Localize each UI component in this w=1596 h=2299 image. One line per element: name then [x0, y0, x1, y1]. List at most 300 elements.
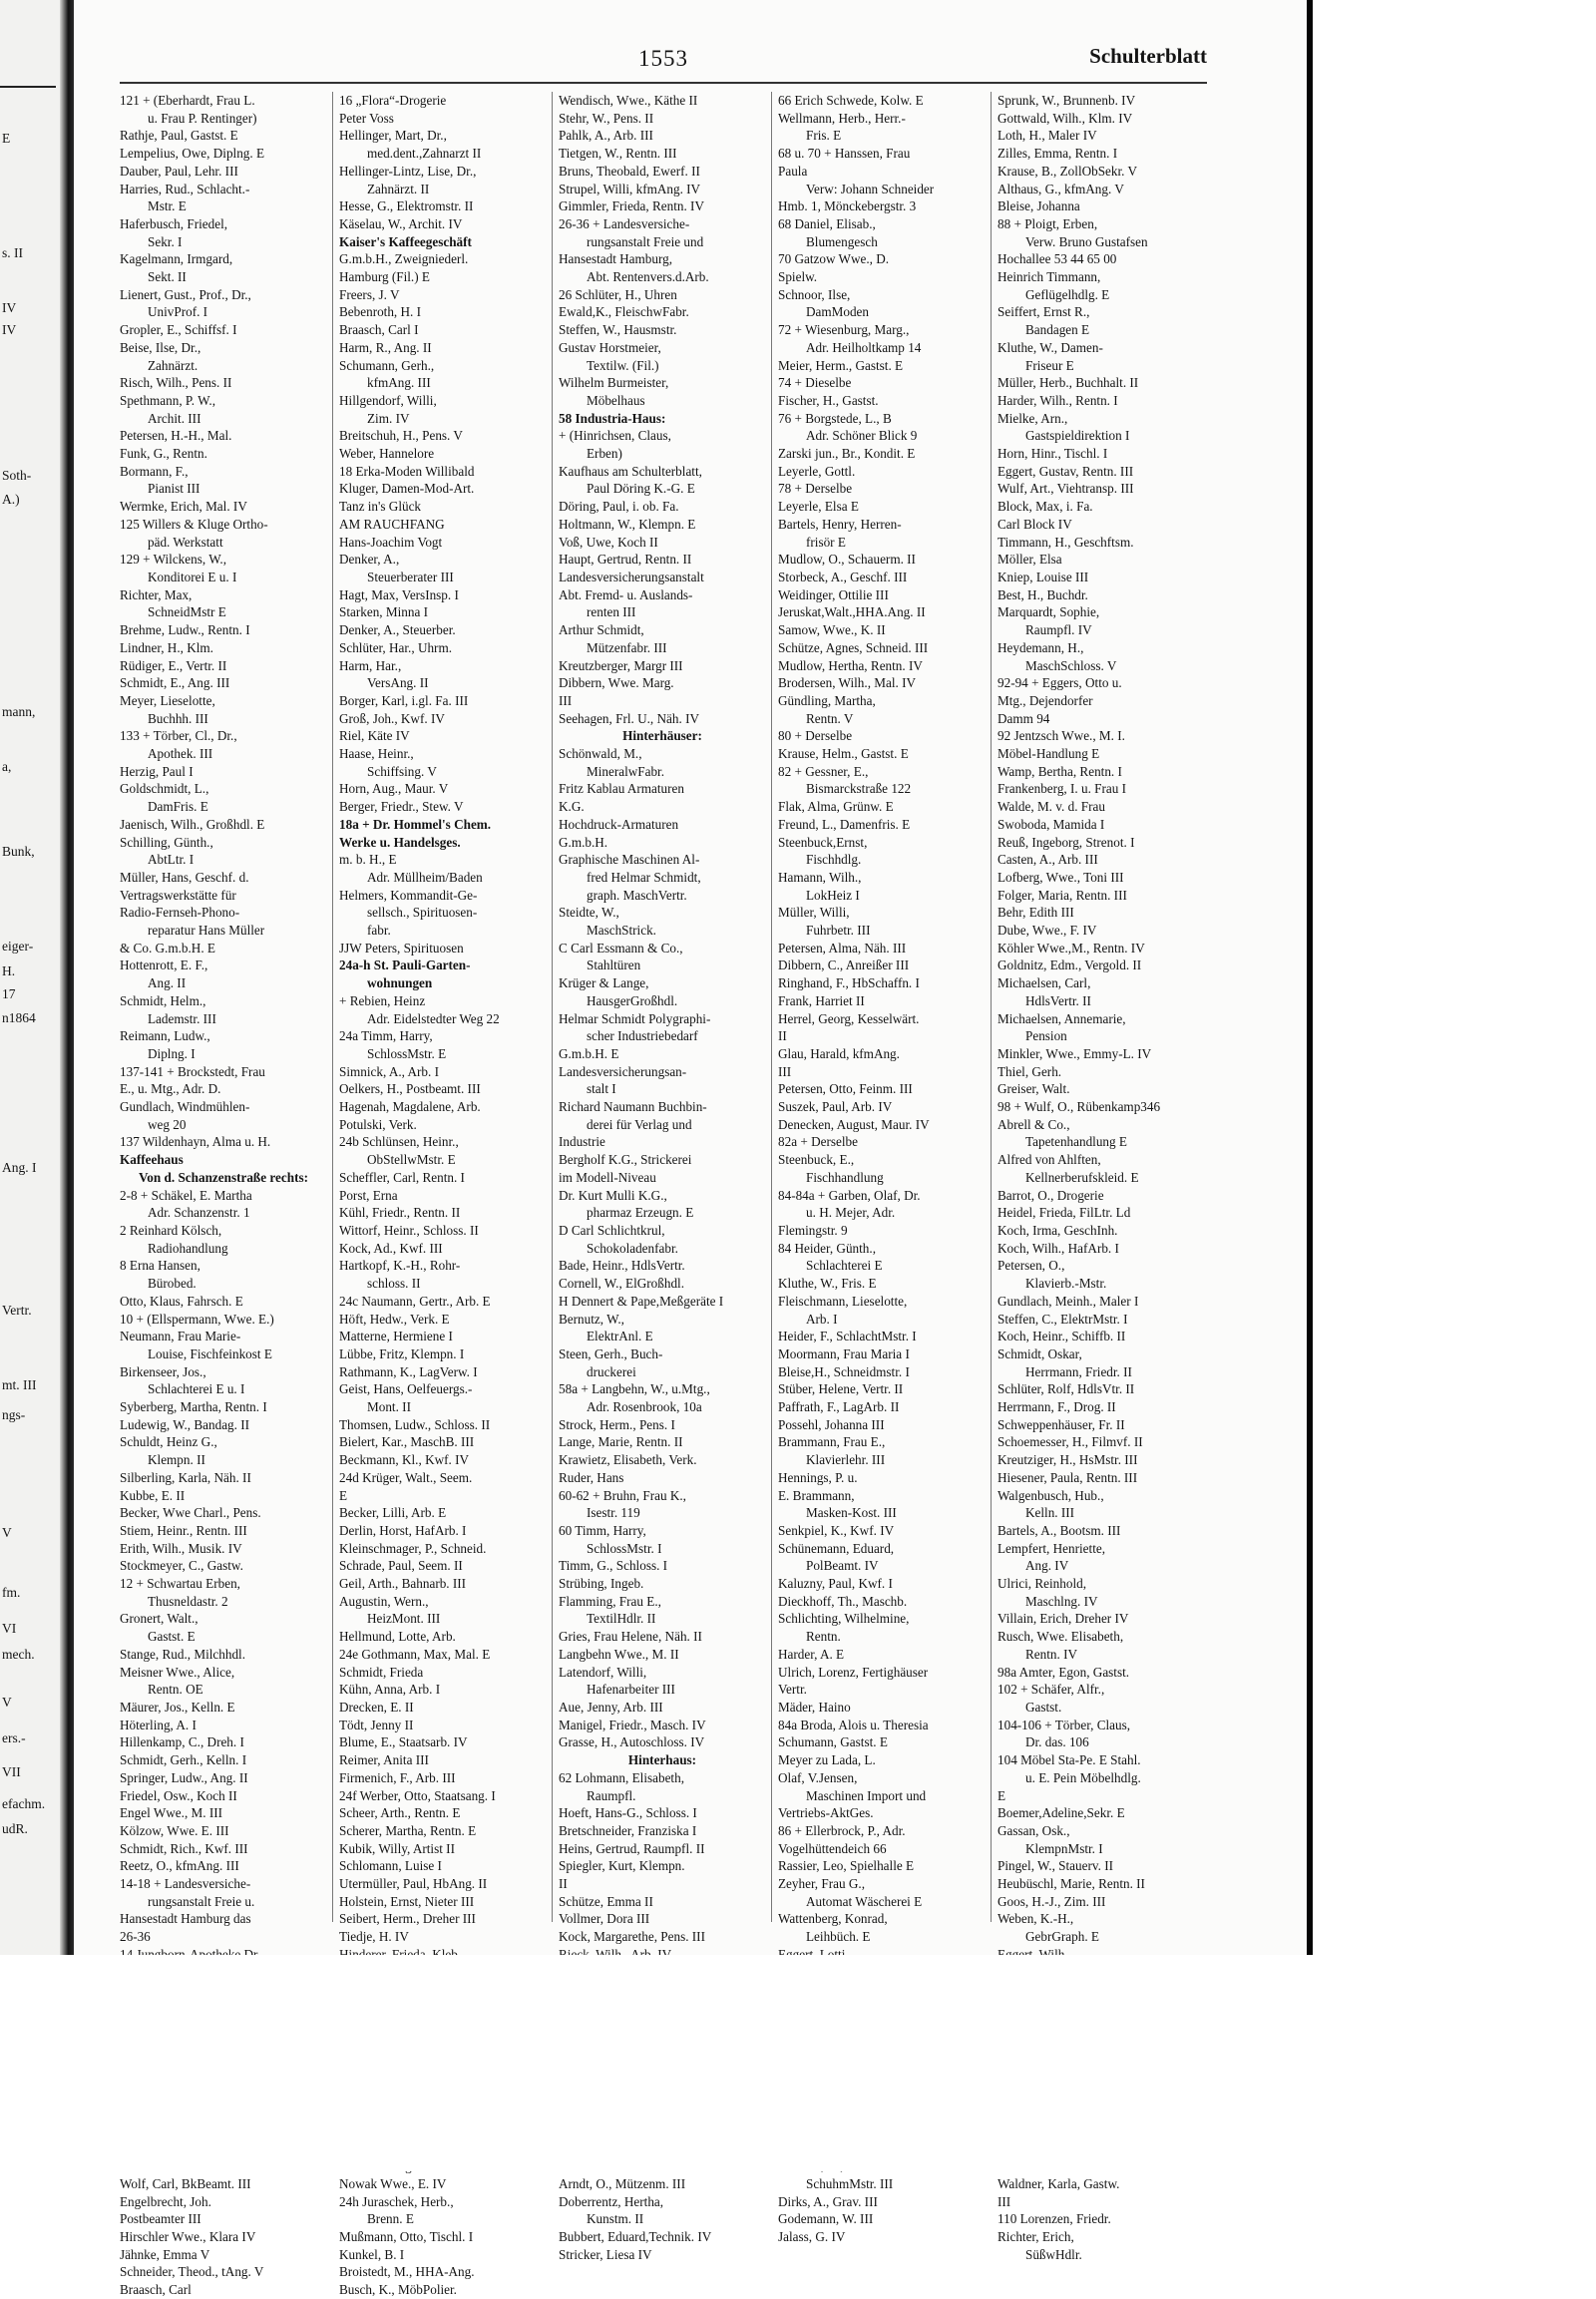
directory-entry-line: Kluthe, W., Fris. E: [778, 1276, 877, 1292]
directory-entry-line: Adr. Eidelstedter Weg 22: [367, 1010, 500, 1026]
directory-entry-line: Louise, Fischfeinkost E: [148, 1345, 272, 1361]
directory-entry-line: Heinrich Timmann,: [998, 269, 1101, 285]
directory-entry-line: & Co. G.m.b.H. E: [120, 940, 215, 956]
directory-entry-line: 98 + Wulf, O., Rübenkamp346: [998, 1099, 1161, 1115]
facing-page-fragment: 17: [2, 986, 16, 1001]
directory-entry-line: Abrell & Co.,: [998, 1116, 1070, 1132]
directory-entry-line: Helmers, Kommandit-Ge-: [339, 887, 478, 903]
directory-entry-line: Scheer, Arth., Rentn. E: [339, 1805, 461, 1821]
directory-entry-line: Greiser, Walt.: [998, 1081, 1070, 1097]
directory-entry-line: im Modell-Niveau: [559, 1169, 656, 1185]
directory-column-3: [559, 92, 766, 2263]
directory-entry-line: 104 Möbel Sta-Pe. E Stahl.: [998, 1752, 1141, 1768]
directory-entry-line: Porst, Erna: [339, 1187, 398, 1203]
directory-entry-line: Landesversicherungsanstalt: [559, 569, 704, 584]
directory-entry-line: Kelln. III: [1025, 1505, 1075, 1521]
directory-entry-line: Wilhelm Burmeister,: [559, 375, 669, 391]
directory-entry-line: Verw. Bruno Gustafsen: [1025, 233, 1148, 249]
directory-entry-line: Spethmann, P. W.,: [120, 392, 215, 408]
directory-entry-line: 137 Wildenhayn, Alma u. H.: [120, 1134, 271, 1150]
facing-page-fragment: V: [2, 1525, 12, 1540]
directory-entry-line: Aue, Jenny, Arb. III: [559, 1699, 663, 1715]
directory-entry-line: Goos, H.-J., Zim. III: [998, 1893, 1106, 1909]
directory-entry-line: Kluger, Damen-Mod-Art.: [339, 481, 475, 497]
facing-page-fragment: H.: [2, 963, 16, 978]
directory-column-4: [778, 92, 986, 2246]
directory-entry-line: derei für Verlag und: [587, 1116, 692, 1132]
page-number: 1553: [638, 46, 688, 71]
directory-entry-line: 84a Broda, Alois u. Theresia: [778, 1717, 929, 1732]
directory-entry-line: Jaenisch, Wilh., Großhdl. E: [120, 816, 265, 832]
directory-entry-line: Arb. I: [806, 1311, 838, 1327]
directory-entry-line: Hans-Joachim Vogt: [339, 534, 443, 550]
directory-entry-line: HeizMont. III: [367, 1611, 441, 1627]
directory-entry-line: Gastst. E: [148, 1629, 196, 1645]
directory-entry-line: Gündling, Martha,: [778, 692, 876, 708]
directory-entry-line: Gassan, Osk.,: [998, 1822, 1070, 1838]
directory-entry-line: Broistedt, M., HHA-Ang.: [339, 2264, 475, 2280]
directory-entry-line: Müller, Herb., Buchhalt. II: [998, 375, 1139, 391]
directory-entry-line: 24e Gothmann, Max, Mal. E: [339, 1646, 491, 1662]
directory-entry-line: stalt I: [587, 1081, 616, 1097]
directory-entry-line: Radio-Fernseh-Phono-: [120, 905, 240, 921]
directory-entry-line: Rentn.: [806, 1629, 841, 1645]
directory-entry-line: u. E. Pein Möbelhdlg.: [1025, 1769, 1141, 1785]
directory-entry-line: 70 Gatzow Wwe., D.: [778, 251, 890, 267]
directory-entry-line: Frankenberg, I. u. Frau I: [998, 781, 1127, 797]
directory-entry-line: Flamming, Frau E.,: [559, 1593, 661, 1609]
directory-entry-line: Brodersen, Wilh., Mal. IV: [778, 675, 917, 691]
directory-entry-line: Beckmann, Kl., Kwf. IV: [339, 1452, 470, 1468]
directory-entry-line: Kunstm. II: [587, 2211, 644, 2227]
directory-entry-line: Herrmann, F., Drog. II: [998, 1399, 1116, 1415]
directory-entry-line: Gustav Horstmeier,: [559, 339, 661, 355]
directory-entry-line: Bürobed.: [148, 1276, 197, 1292]
directory-entry-line: Möller, Elsa: [998, 552, 1062, 568]
directory-entry-line: Fischhdlg.: [806, 852, 862, 868]
page-header: [120, 40, 1207, 76]
directory-entry-line: Voß, Uwe, Koch II: [559, 534, 658, 550]
directory-entry-line: Richter, Erich,: [998, 2229, 1074, 2245]
directory-entry-line: Denecken, August, Maur. IV: [778, 1116, 930, 1132]
directory-entry-line: Denker, A.,: [339, 552, 400, 568]
directory-entry-line: Schmidt, Gerh., Kelln. I: [120, 1752, 247, 1768]
directory-entry-line: Hillgendorf, Willi,: [339, 392, 437, 408]
running-head-street: Schulterblatt: [1089, 44, 1207, 68]
directory-entry-line: Timmann, H., Geschftsm.: [998, 534, 1134, 550]
directory-entry-line: Koch, Irma, GeschInh.: [998, 1223, 1118, 1238]
column-divider: [771, 92, 772, 1922]
directory-entry-line: Bergholf K.G., Strickerei: [559, 1152, 692, 1168]
directory-entry-line: Bretschneider, Franziska I: [559, 1822, 697, 1838]
directory-entry-line: 88 + Ploigt, Erben,: [998, 215, 1098, 231]
directory-entry-line: Hellinger-Lintz, Lise, Dr.,: [339, 163, 477, 179]
directory-entry-line: Rusch, Wwe. Elisabeth,: [998, 1629, 1124, 1645]
directory-entry-line: 98a Amter, Egon, Gastst.: [998, 1664, 1130, 1680]
directory-entry-line: 121 + (Eberhardt, Frau L.: [120, 93, 255, 108]
directory-entry-line: Funk, G., Rentn.: [120, 446, 207, 462]
directory-entry-line: Koch, Heinr., Schiffb. II: [998, 1329, 1126, 1344]
directory-entry-line: Wermke, Erich, Mal. IV: [120, 499, 247, 515]
facing-page-fragment: ers.-: [2, 1730, 26, 1745]
directory-entry-line: Kock, Ad., Kwf. III: [339, 1240, 443, 1256]
directory-entry-line: Lempfert, Henriette,: [998, 1540, 1106, 1556]
directory-entry-line: Frank, Harriet II: [778, 992, 865, 1008]
directory-entry-line: Schlichting, Wilhelmine,: [778, 1611, 910, 1627]
directory-entry-line: Werke u. Handelsges.: [339, 834, 461, 850]
directory-entry-line: Hennings, P. u.: [778, 1469, 858, 1485]
directory-entry-line: K.G.: [559, 799, 585, 815]
directory-entry-line: Jeruskat,Walt.,HHA.Ang. II: [778, 604, 926, 620]
directory-entry-line: Thusneldastr. 2: [148, 1593, 228, 1609]
directory-entry-line: Herzig, Paul I: [120, 763, 194, 779]
directory-entry-line: Braasch, Carl I: [339, 322, 419, 338]
directory-entry-line: Abt. Fremd- u. Auslands-: [559, 586, 693, 602]
directory-entry-line: Kölzow, Wwe. E. III: [120, 1822, 229, 1838]
directory-entry-line: graph. MaschVertr.: [587, 887, 687, 903]
directory-entry-line: Utermüller, Paul, HbAng. II: [339, 1876, 488, 1892]
directory-entry-line: Ulrici, Reinhold,: [998, 1576, 1087, 1592]
directory-entry-line: Steenbuck, E.,: [778, 1152, 855, 1168]
directory-entry-line: Klempn. II: [148, 1452, 205, 1468]
facing-page-fragment: A.): [2, 492, 20, 507]
directory-entry-line: Maschinen Import und: [806, 1787, 927, 1803]
directory-entry-line: Zahnärzt.: [148, 357, 199, 373]
directory-entry-line: Vollmer, Dora III: [559, 1911, 650, 1927]
directory-entry-line: Rentn. V: [806, 710, 854, 726]
directory-entry-line: Konditorei E u. I: [148, 569, 237, 584]
directory-entry-line: Wellmann, Herb., Herr.-: [778, 110, 906, 126]
directory-entry-line: Ang. IV: [1025, 1558, 1069, 1574]
facing-page-fragment: IV: [2, 300, 17, 315]
directory-entry-line: kfmAng. III: [367, 375, 431, 391]
directory-entry-line: Otto, Klaus, Fahrsch. E: [120, 1293, 243, 1309]
directory-entry-line: Blumengesch: [806, 233, 878, 249]
directory-entry-line: Kaffeehaus: [120, 1152, 184, 1168]
directory-entry-line: Schmidt, E., Ang. III: [120, 675, 230, 691]
directory-entry-line: Dr. Kurt Mulli K.G.,: [559, 1187, 667, 1203]
directory-entry-line: Block, Max, i. Fa.: [998, 499, 1093, 515]
directory-entry-line: 2-8 + Schäkel, E. Martha: [120, 1187, 252, 1203]
directory-entry-line: Mudlow, O., Schauerm. II: [778, 552, 916, 568]
directory-entry-line: Rentn. IV: [1025, 1646, 1078, 1662]
directory-entry-line: rungsanstalt Freie u.: [148, 1893, 255, 1909]
directory-entry-line: Fischer, H., Gastst.: [778, 392, 879, 408]
directory-entry-line: 8 Erna Hansen,: [120, 1258, 200, 1274]
directory-entry-line: LokHeiz I: [806, 887, 860, 903]
directory-entry-line: Becker, Wwe Charl., Pens.: [120, 1505, 261, 1521]
directory-entry-line: Stange, Rud., Milchhdl.: [120, 1646, 246, 1662]
directory-entry-line: Wittorf, Heinr., Schloss. II: [339, 1223, 479, 1238]
directory-entry-line: 62 Lohmann, Elisabeth,: [559, 1769, 684, 1785]
directory-entry-line: Derlin, Horst, HafArb. I: [339, 1522, 467, 1538]
directory-entry-line: Brehme, Ludw., Rentn. I: [120, 622, 250, 638]
directory-entry-line: Schönwald, M.,: [559, 746, 642, 762]
directory-entry-line: Herrel, Georg, Kesselwärt.: [778, 1010, 920, 1026]
directory-entry-line: Schilling, Günth.,: [120, 834, 213, 850]
directory-entry-line: Raumpfl.: [587, 1787, 636, 1803]
directory-entry-line: Kaluzny, Paul, Kwf. I: [778, 1576, 893, 1592]
directory-entry-line: 104-106 + Törber, Claus,: [998, 1717, 1131, 1732]
directory-entry-line: Steidte, W.,: [559, 905, 619, 921]
facing-page-rule: [0, 86, 56, 88]
directory-entry-line: Bismarckstraße 122: [806, 781, 912, 797]
directory-entry-line: Hamburg (Fil.) E: [339, 269, 430, 285]
directory-entry-line: Heins, Gertrud, Raumpfl. II: [559, 1840, 705, 1856]
directory-entry-line: 92 Jentzsch Wwe., M. I.: [998, 728, 1125, 744]
directory-entry-line: 2 Reinhard Kölsch,: [120, 1223, 222, 1238]
directory-entry-line: Schumann, Gastst. E: [778, 1734, 888, 1750]
directory-entry-line: Meier, Herm., Gastst. E: [778, 357, 904, 373]
directory-entry-line: Possehl, Johanna III: [778, 1416, 885, 1432]
directory-entry-line: Kreutziger, H., HsMstr. III: [998, 1452, 1138, 1468]
directory-entry-line: Kaiser's Kaffeegeschäft: [339, 233, 472, 249]
directory-entry-line: 84-84a + Garben, Olaf, Dr.: [778, 1187, 921, 1203]
directory-entry-line: Fischhandlung: [806, 1169, 884, 1185]
directory-entry-line: Textilw. (Fil.): [587, 357, 659, 373]
directory-entry-line: III: [998, 2193, 1011, 2209]
directory-entry-line: Beise, Ilse, Dr.,: [120, 339, 201, 355]
directory-entry-line: 26 Schlüter, H., Uhren: [559, 286, 677, 302]
directory-entry-line: D Carl Schlichtkrul,: [559, 1223, 665, 1238]
directory-entry-line: Zeyher, Frau G.,: [778, 1876, 865, 1892]
directory-entry-line: 66 Erich Schwede, Kolw. E: [778, 93, 924, 108]
directory-entry-line: Lindner, H., Klm.: [120, 639, 213, 655]
directory-entry-line: Seiffert, Ernst R.,: [998, 304, 1090, 320]
directory-entry-line: Harm, R., Ang. II: [339, 339, 432, 355]
directory-entry-line: päd. Werkstatt: [148, 534, 223, 550]
directory-entry-line: Krüger & Lange,: [559, 975, 649, 991]
directory-entry-line: sellsch., Spirituosen-: [367, 905, 478, 921]
directory-entry-line: Käselau, W., Archit. IV: [339, 215, 463, 231]
directory-entry-line: Strupel, Willi, kfmAng. IV: [559, 181, 701, 196]
directory-entry-line: scher Industriebedarf: [587, 1028, 698, 1044]
directory-entry-line: Raumpfl. IV: [1025, 622, 1092, 638]
directory-entry-line: E., u. Mtg., Adr. D.: [120, 1081, 221, 1097]
directory-entry-line: Mäurer, Jos., Kelln. E: [120, 1699, 235, 1715]
directory-entry-line: Gropler, E., Schiffsf. I: [120, 322, 237, 338]
directory-entry-line: Gronert, Walt.,: [120, 1611, 199, 1627]
directory-entry-line: Mtg., Dejendorfer: [998, 692, 1093, 708]
directory-entry-line: Mstr. E: [148, 198, 187, 214]
directory-entry-line: Gundlach, Windmühlen-: [120, 1099, 250, 1115]
directory-entry-line: Samow, Wwe., K. II: [778, 622, 886, 638]
directory-entry-line: E. Brammann,: [778, 1487, 855, 1503]
facing-page-fragment: mt. III: [2, 1377, 37, 1392]
directory-entry-line: Archit. III: [148, 410, 201, 426]
directory-entry-line: Harries, Rud., Schlacht.-: [120, 181, 250, 196]
directory-entry-line: Erben): [587, 446, 622, 462]
directory-entry-line: Hesse, G., Elektromstr. II: [339, 198, 474, 214]
directory-entry-line: Köhler Wwe.,M., Rentn. IV: [998, 940, 1145, 956]
directory-entry-line: Kock, Margarethe, Pens. III: [559, 1929, 705, 1945]
directory-entry-line: Friedel, Osw., Koch II: [120, 1787, 237, 1803]
blank-margin-bottom: [0, 1955, 1313, 2171]
directory-entry-line: Verw: Johann Schneider: [806, 181, 935, 196]
directory-entry-line: Heider, F., SchlachtMstr. I: [778, 1329, 917, 1344]
directory-entry-line: Mudlow, Hertha, Rentn. IV: [778, 657, 923, 673]
directory-entry-line: 68 u. 70 + Hanssen, Frau: [778, 146, 911, 162]
directory-entry-line: Hagenah, Magdalene, Arb.: [339, 1099, 481, 1115]
directory-entry-line: Berger, Friedr., Stew. V: [339, 799, 464, 815]
directory-entry-line: 16 „Flora“-Drogerie: [339, 93, 447, 108]
directory-entry-line: Strock, Herm., Pens. I: [559, 1416, 675, 1432]
directory-entry-line: 24f Werber, Otto, Staatsang. I: [339, 1787, 496, 1803]
directory-entry-line: Haase, Heinr.,: [339, 746, 414, 762]
directory-entry-line: SchneidMstr E: [148, 604, 226, 620]
directory-entry-line: Freund, L., Damenfris. E: [778, 816, 911, 832]
directory-entry-line: Heydemann, H.,: [998, 639, 1084, 655]
directory-entry-line: Schütze, Emma II: [559, 1893, 653, 1909]
directory-entry-line: 80 + Derselbe: [778, 728, 853, 744]
directory-entry-line: Rathmann, K., LagVerw. I: [339, 1363, 478, 1379]
directory-entry-line: Steuerberater III: [367, 569, 454, 584]
facing-page-fragment: n1864: [2, 1010, 36, 1025]
directory-entry-line: Bandagen E: [1025, 322, 1090, 338]
directory-entry-line: Hoeft, Hans-G., Schloss. I: [559, 1805, 697, 1821]
directory-entry-line: Ruder, Hans: [559, 1469, 624, 1485]
directory-entry-line: H Dennert & Pape,Meßgeräte I: [559, 1293, 724, 1309]
directory-entry-line: Doberrentz, Hertha,: [559, 2193, 664, 2209]
directory-entry-line: Bartels, A., Bootsm. III: [998, 1522, 1121, 1538]
directory-entry-line: Dube, Wwe., F. IV: [998, 923, 1097, 939]
directory-entry-line: Manigel, Friedr., Masch. IV: [559, 1717, 706, 1732]
directory-entry-line: Schoemesser, H., Filmvf. II: [998, 1434, 1143, 1450]
directory-entry-line: Tanz in's Glück: [339, 499, 422, 515]
directory-entry-line: Matterne, Hermiene I: [339, 1329, 453, 1344]
directory-entry-line: Rüdiger, E., Vertr. II: [120, 657, 227, 673]
directory-entry-line: 60 Timm, Harry,: [559, 1522, 646, 1538]
directory-entry-line: Geflügelhdlg. E: [1025, 286, 1110, 302]
directory-entry-line: Petersen, Otto, Feinm. III: [778, 1081, 913, 1097]
directory-entry-line: Langbehn Wwe., M. II: [559, 1646, 679, 1662]
facing-page-fragment: VI: [2, 1621, 17, 1636]
directory-entry-line: med.dent.,Zahnarzt II: [367, 146, 482, 162]
directory-entry-line: Steen, Gerh., Buch-: [559, 1345, 663, 1361]
directory-entry-line: Zahnärzt. II: [367, 181, 430, 196]
directory-entry-line: 24a Timm, Harry,: [339, 1028, 433, 1044]
directory-entry-line: G.m.b.H. E: [559, 1045, 619, 1061]
facing-page-fragment: VII: [2, 1764, 21, 1779]
directory-entry-line: ElektrAnl. E: [587, 1329, 653, 1344]
directory-entry-line: Kaufhaus am Schulterblatt,: [559, 463, 702, 479]
directory-entry-line: Heubüschl, Marie, Rentn. II: [998, 1876, 1145, 1892]
directory-entry-line: Gimmler, Frieda, Rentn. IV: [559, 198, 704, 214]
directory-entry-line: TextilHdlr. II: [587, 1611, 656, 1627]
directory-entry-line: Harm, Har.,: [339, 657, 402, 673]
directory-entry-line: fred Helmar Schmidt,: [587, 869, 701, 885]
directory-entry-line: Petersen, Alma, Näh. III: [778, 940, 907, 956]
directory-entry-line: Gastst.: [1025, 1699, 1062, 1715]
directory-entry-line: Grasse, H., Autoschloss. IV: [559, 1734, 705, 1750]
directory-entry-line: Busch, K., MöbPolier.: [339, 2282, 457, 2298]
directory-entry-line: Riel, Käte IV: [339, 728, 410, 744]
facing-page-fragment: s. II: [2, 245, 23, 260]
directory-entry-line: Reimer, Anita III: [339, 1752, 429, 1768]
directory-entry-line: Schrade, Paul, Seem. II: [339, 1558, 463, 1574]
directory-entry-line: Friseur E: [1025, 357, 1074, 373]
directory-entry-line: weg 20: [148, 1116, 187, 1132]
directory-entry-line: Helmar Schmidt Polygraphi-: [559, 1010, 711, 1026]
directory-entry-line: Silberling, Karla, Näh. II: [120, 1469, 251, 1485]
directory-entry-line: 24b Schlünsen, Heinr.,: [339, 1134, 459, 1150]
directory-entry-line: Hochallee 53 44 65 00: [998, 251, 1117, 267]
directory-entry-line: 24c Naumann, Gertr., Arb. E: [339, 1293, 491, 1309]
facing-page-fragment: eiger-: [2, 939, 34, 954]
directory-entry-line: Paffrath, F., LagArb. II: [778, 1399, 900, 1415]
directory-entry-line: Brenn. E: [367, 2211, 414, 2227]
directory-entry-line: Tietgen, W., Rentn. III: [559, 146, 677, 162]
directory-entry-line: Steffen, W., Hausmstr.: [559, 322, 677, 338]
directory-entry-line: Stricker, Liesa IV: [559, 2246, 652, 2262]
directory-entry-line: fabr.: [367, 923, 391, 939]
directory-entry-line: Jähnke, Emma V: [120, 2246, 210, 2262]
directory-entry-line: Dibbern, Wwe. Marg.: [559, 675, 674, 691]
directory-entry-line: 92-94 + Eggers, Otto u.: [998, 675, 1122, 691]
directory-entry-line: Thiel, Gerh.: [998, 1063, 1062, 1079]
directory-entry-line: 14-18 + Landesversiche-: [120, 1876, 251, 1892]
directory-entry-line: Richter, Max,: [120, 586, 193, 602]
directory-entry-line: Hansestadt Hamburg das: [120, 1911, 251, 1927]
directory-entry-line: Mützenfabr. III: [587, 639, 667, 655]
directory-entry-line: Postbeamter III: [120, 2211, 201, 2227]
directory-entry-line: Engelbrecht, Joh.: [120, 2193, 211, 2209]
directory-entry-line: Scheffler, Carl, Rentn. I: [339, 1169, 465, 1185]
directory-entry-line: Pension: [1025, 1028, 1067, 1044]
directory-entry-line: Zarski jun., Br., Kondit. E: [778, 446, 916, 462]
directory-entry-line: Goldschmidt, L.,: [120, 781, 209, 797]
directory-entry-line: Schlüter, Rolf, HdlsVtr. II: [998, 1381, 1135, 1397]
directory-entry-line: 102 + Schäfer, Alfr.,: [998, 1682, 1105, 1698]
directory-entry-line: Lienert, Gust., Prof., Dr.,: [120, 286, 251, 302]
directory-entry-line: Tapetenhandlung E: [1025, 1134, 1127, 1150]
directory-entry-line: Loth, H., Maler IV: [998, 128, 1097, 144]
directory-entry-line: 82a + Derselbe: [778, 1134, 858, 1150]
directory-entry-line: 129 + Wilckens, W.,: [120, 552, 227, 568]
directory-entry-line: Fleischmann, Lieselotte,: [778, 1293, 908, 1309]
directory-entry-line: Vertriebs-AktGes.: [778, 1805, 874, 1821]
directory-entry-line: 26-36 + Landesversiche-: [559, 215, 690, 231]
directory-entry-line: HausgerGroßhdl.: [587, 992, 678, 1008]
directory-entry-line: Oelkers, H., Postbeamt. III: [339, 1081, 481, 1097]
directory-entry-line: Landesversicherungsan-: [559, 1063, 687, 1079]
directory-entry-line: Casten, A., Arb. III: [998, 852, 1098, 868]
directory-entry-line: Risch, Wilh., Pens. II: [120, 375, 232, 391]
directory-entry-line: Drecken, E. II: [339, 1699, 414, 1715]
directory-entry-line: Weidinger, Ottilie III: [778, 586, 889, 602]
directory-entry-line: Augustin, Wern.,: [339, 1593, 429, 1609]
directory-entry-line: 24h Juraschek, Herb.,: [339, 2193, 454, 2209]
directory-entry-line: Höterling, A. I: [120, 1717, 197, 1732]
directory-entry-line: Storbeck, A., Geschf. III: [778, 569, 908, 584]
directory-entry-line: Müller, Hans, Geschf. d.: [120, 869, 249, 885]
facing-page-gutter: [0, 0, 72, 1955]
directory-entry-line: Diplng. I: [148, 1045, 196, 1061]
directory-entry-line: Paula: [778, 163, 808, 179]
directory-entry-line: Leyerle, Elsa E: [778, 499, 859, 515]
directory-entry-line: II: [778, 1028, 787, 1044]
directory-entry-line: Hillenkamp, C., Dreh. I: [120, 1734, 244, 1750]
directory-entry-line: 84 Heider, Günth.,: [778, 1240, 876, 1256]
directory-entry-line: 24a-h St. Pauli-Garten-: [339, 958, 471, 973]
directory-entry-line: DamModen: [806, 304, 869, 320]
directory-entry-line: Blume, E., Staatsarb. IV: [339, 1734, 468, 1750]
directory-entry-line: Döring, Paul, i. ob. Fa.: [559, 499, 679, 515]
directory-entry-line: Fris. E: [806, 128, 842, 144]
directory-entry-line: Rassier, Leo, Spielhalle E: [778, 1858, 915, 1874]
directory-entry-line: Potulski, Verk.: [339, 1116, 417, 1132]
directory-entry-line: Lübbe, Fritz, Klempn. I: [339, 1345, 465, 1361]
